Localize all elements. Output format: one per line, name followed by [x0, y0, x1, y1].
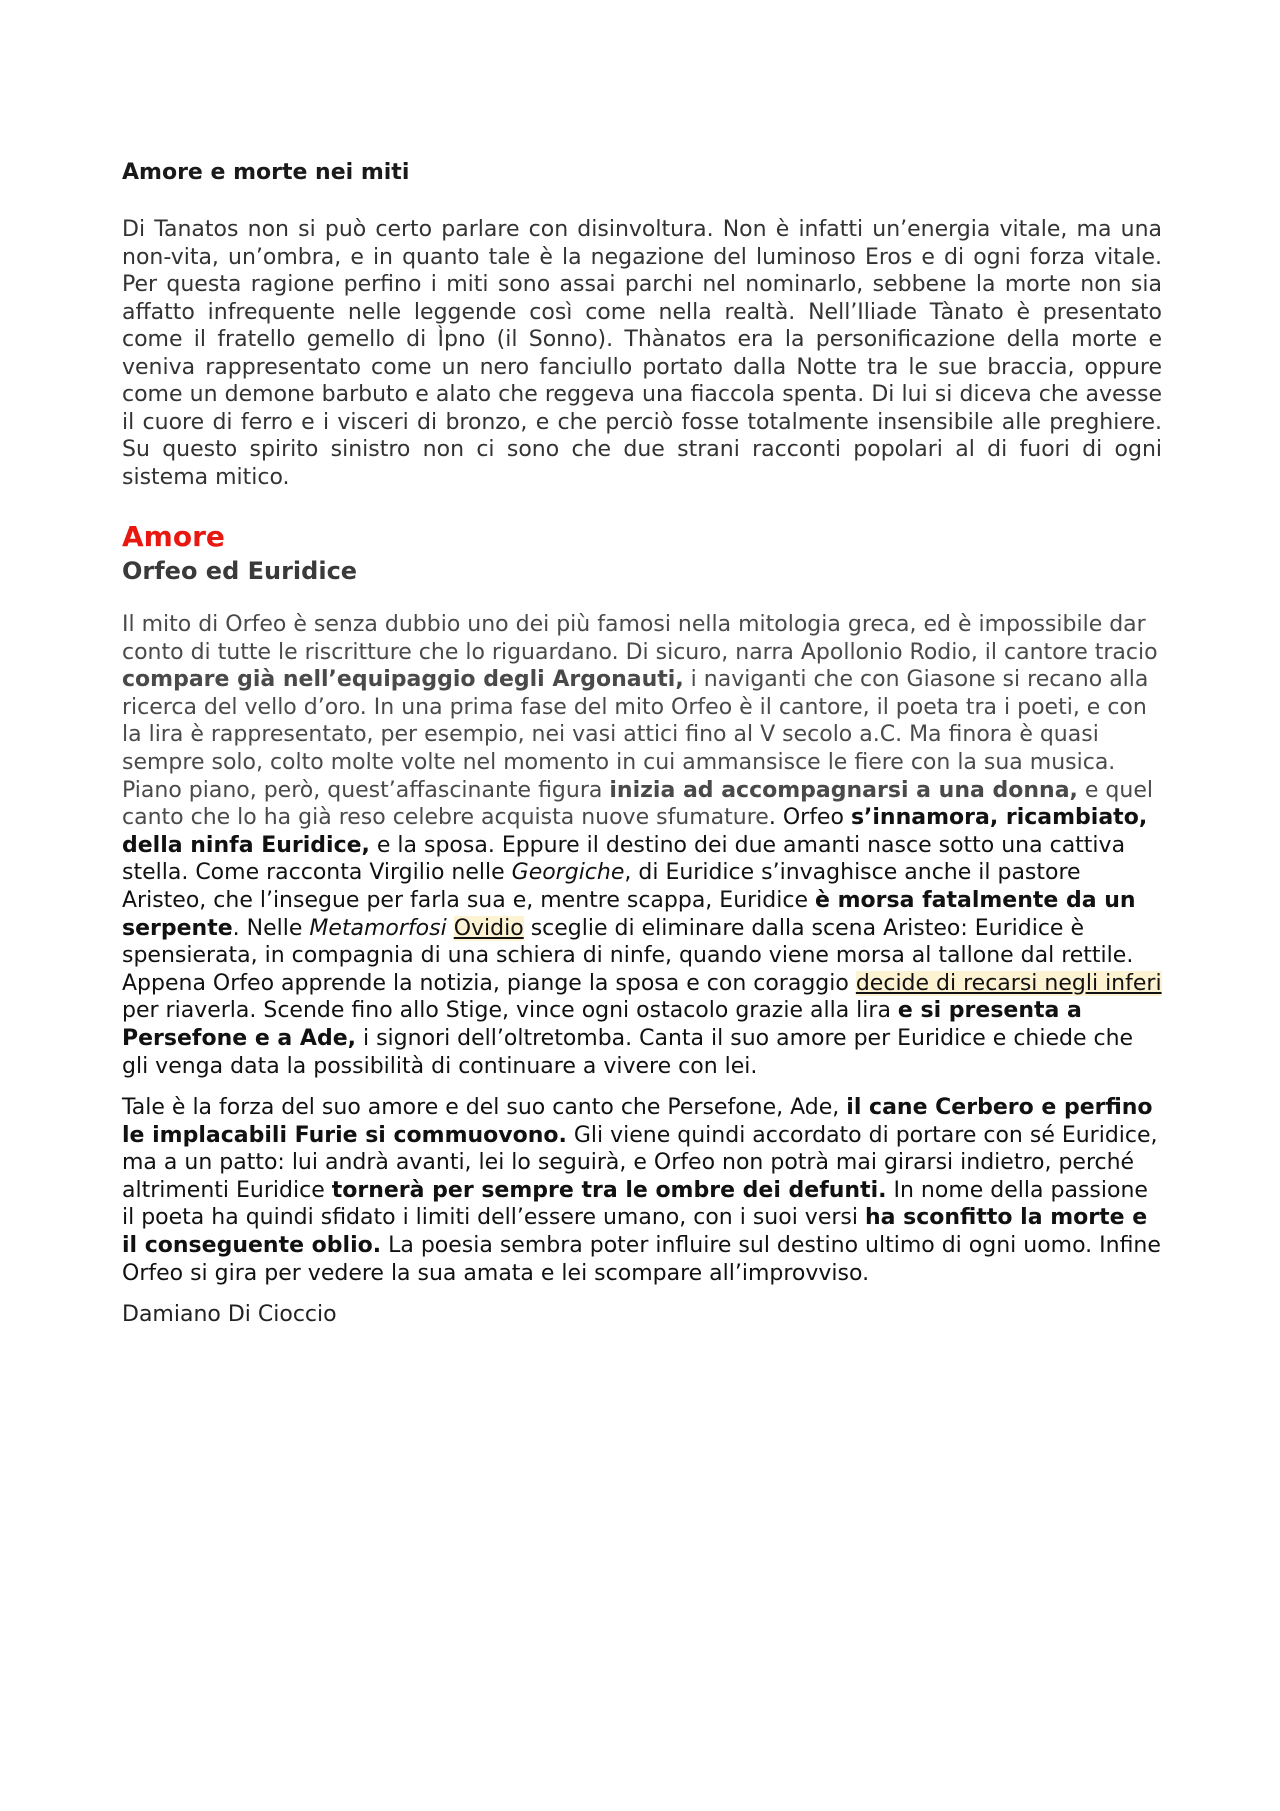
bold-run: tornerà per sempre tra le ombre dei defunti.	[331, 1177, 887, 1203]
bold-run: ha sconfitto la morte e il conseguente oblio.	[122, 1205, 1148, 1259]
section-heading: Amore	[122, 520, 225, 553]
orfeo-paragraph-1	[122, 611, 1162, 1080]
orfeo-paragraph-2	[122, 1094, 1162, 1287]
text-run: . Nelle	[232, 915, 310, 941]
text-run	[447, 916, 454, 941]
text-run: per riaverla. Scende fino allo Stige, vince ogni ostacolo grazie alla lira	[122, 998, 898, 1024]
text-run: La poesia sembra poter influire sul destino ultimo di ogni uomo. Infine Orfeo si gira per vedere la sua amata e lei scompare all’improvviso.	[122, 1233, 1161, 1286]
text-run: e la sposa. Eppure il destino dei due amanti nasce sotto una cattiva stella. Come racconta Virgilio nelle	[122, 832, 1126, 886]
author-signature: Damiano Di Cioccio	[122, 1302, 337, 1328]
bold-run: il cane Cerbero e perfino le implacabili Furie si commuovono.	[122, 1095, 1153, 1148]
text-run: i naviganti che con Giasone si recano alla ricerca del vello d’oro. In una prima fase del mito Orfeo è il cantore, il poeta tra i poeti, e con la lira è rappresentato, per esempio, nei vasi attici fino al V secolo a.C. Ma finora è quasi sempre solo, colto molte volte nel momento in cui ammansisce le fiere con la sua musica. Piano piano, però, quest’affascinante figura	[122, 667, 1149, 803]
document-page	[122, 158, 1162, 1329]
ovidio-link[interactable]: Ovidio	[453, 915, 524, 941]
intro-paragraph: Di Tanatos non si può certo parlare con disinvoltura. Non è infatti un’energia vitale, ma una non-vita, un’ombra, e in quanto tale è la negazione del luminoso Eros e di ogni forza vitale. Per questa ragione perfino i miti sono assai parchi nel nominarlo, sebbene la morte non sia affatto infrequente nelle leggende così come nella realtà. Nell’Iliade Tànato è presentato come il fratello gemello di Ìpno (il Sonno). Thànatos era la personificazione della morte e veniva rappresentato come un nero fanciullo portato dalla Notte tra le sue braccia, oppure come un demone barbuto e alato che reggeva una fiaccola spenta. Di lui si diceva che avesse il cuore di ferro e i visceri di bronzo, e che perciò fosse totalmente insensibile alle preghiere. Su questo spirito sinistro non ci sono che due strani racconti popolari al di fuori di ogni sistema mitico.	[122, 217, 1162, 490]
italic-run: Georgiche	[511, 860, 625, 886]
bold-run: compare già nell’equipaggio degli Argonauti,	[122, 667, 684, 693]
document-title: Amore e morte nei miti	[122, 160, 410, 185]
bold-run: s’innamora, ricambiato, della ninfa Euridice,	[122, 805, 1148, 858]
text-run: In nome della passione il poeta ha quindi sfidato i limiti dell’essere umano, con i suoi versi	[122, 1177, 1148, 1231]
bold-run: inizia ad accompagnarsi a una donna,	[609, 777, 1078, 803]
text-run: . Orfeo	[768, 805, 851, 831]
text-run: i signori dell’oltretomba. Canta il suo amore per Euridice e chiede che gli venga data la possibilità di continuare a vivere con lei.	[122, 1025, 1134, 1079]
bold-run: è morsa fatalmente da un serpente	[122, 887, 1136, 941]
text-run: Gli viene quindi accordato di portare con sé Euridice, ma a un patto: lui andrà avanti, lei lo seguirà, e Orfeo non potrà mai girarsi indietro, perché altrimenti Euridice	[122, 1122, 1158, 1203]
section-subheading: Orfeo ed Euridice	[122, 557, 358, 585]
inferi-link[interactable]: decide di recarsi negli inferi	[855, 970, 1162, 996]
text-run: e quel canto che lo ha già reso celebre acquista nuove sfumature	[122, 777, 1153, 831]
text-run: sceglie di eliminare dalla scena Aristeo: Euridice è spensierata, in compagnia di una schiera di ninfe, quando viene morsa al tallone dal rettile. Appena Orfeo apprende la notizia, piange la sposa e con coraggio	[122, 915, 1134, 996]
italic-run: Metamorfosi	[309, 915, 447, 941]
text-run: Tale è la forza del suo amore e del suo canto che Persefone, Ade,	[122, 1095, 847, 1121]
text-run: , di Euridice s’invaghisce anche il pastore Aristeo, che l’insegue per farla sua e, mentre scappa, Euridice	[122, 860, 1081, 913]
bold-run: e si presenta a Persefone e a Ade,	[122, 998, 1082, 1051]
text-run: Il mito di Orfeo è senza dubbio uno dei più famosi nella mitologia greca, ed è impossibile dar conto di tutte le riscritture che lo riguardano. Di sicuro, narra Apollonio Rodio, il cantore tracio	[122, 612, 1158, 665]
